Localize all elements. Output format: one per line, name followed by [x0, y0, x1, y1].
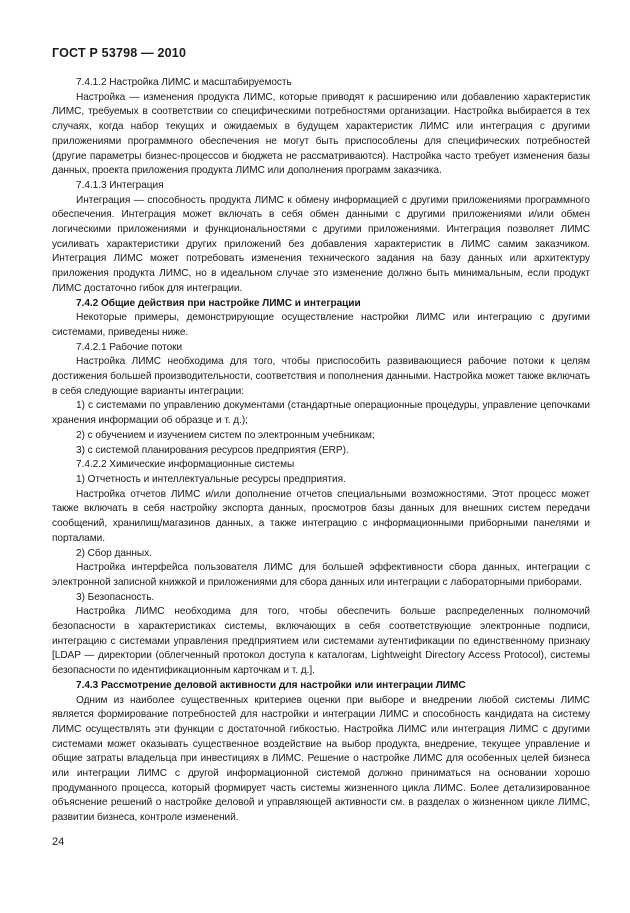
subsection-heading: 7.4.2.2 Химические информационные системы [76, 459, 295, 471]
subsection-heading: 7.4.1.3 Интеграция [76, 179, 164, 191]
body-paragraph: Одним из наиболее существенных критериев оценки при выборе и внедрении любой системы ЛИМС является формирование потребностей для настройки и интеграции ЛИМС и способность кандидата на систему ЛИМС осуществлять эти функции с достаточной гибкостью. Настройка ЛИМС или интеграция ЛИМС с другими системами может оказывать существенное воздействие на выбор продукта, внедрение, текущее управление и общие затраты владельца при инвестициях в ЛИМС. Решение о настройке ЛИМС для особенных целей бизнеса или интеграции ЛИМС с другой информационной системой должно приниматься на основании хорошо продуманного процесса, который формирует часть системы жизненного цикла ЛИМС. Более детализированное объяснение решений о настройке деловой и управляющей активности см. в разделах о жизненном цикле ЛИМС, развитии бизнеса, контроле изменений. [52, 694, 590, 824]
body-paragraph: Интеграция — способность продукта ЛИМС к обмену информацией с другими приложениями программного обеспечения. Интеграция может включать в себя обмен данными с другими приложениями и/или обмен логическими приложениями и функциональностями с другими приложениями. Интеграция позволяет ЛИМС усиливать характеристики других приложений без добавления характеристик в ЛИМС самим заказчиком. Интеграция ЛИМС может потребовать изменения технического задания на базу данных или архитектуру приложения продукта ЛИМС, но в идеальном случае это изменение должно быть минимальным, если продукт ЛИМС достаточно гибок для интеграции. [52, 194, 590, 294]
list-item: 2) с обучением и изучением систем по электронным учебникам; [76, 429, 375, 441]
list-item: 2) Сбор данных. [76, 547, 152, 559]
page-number: 24 [52, 836, 65, 848]
body-paragraph: Настройка интерфейса пользователя ЛИМС для большей эффективности сбора данных, интеграции с электронной записной книжкой и приложениями для сбора данных или интеграции с лабораторными приборами. [52, 562, 590, 588]
list-item: 3) Безопасность. [76, 591, 155, 603]
list-item: 1) Отчетность и интеллектуальные ресурсы предприятия. [76, 473, 346, 485]
body-paragraph: Настройка ЛИМС необходима для того, чтобы приспособить развивающиеся рабочие потоки к целям достижения большей производительности, соответствия и пополнения данными. Настройка может также включать в себя следующие варианты интеграции: [52, 356, 590, 397]
body-paragraph: Настройка — изменения продукта ЛИМС, которые приводят к расширению или добавлению характеристик ЛИМС, требуемых в соответствии со специфическими потребностями организации. Настройка выбирается в тех случаях, когда набор текущих и ожидаемых в будущем характеристик ЛИМС или интеграция с другими приложениями программного обеспечения не могут быть приспособлены для специфических потребностей (другие параметры бизнес-процессов и бюджета не рассматриваются). Настройка часто требует изменения базы данных, проекта приложения продукта ЛИМС или дополнения программ заказчика. [52, 91, 590, 177]
body-paragraph: Настройка отчетов ЛИМС и/или дополнение отчетов специальными возможностями. Этот процесс может также включать в себя настройку экспорта данных, просмотров базы данных для внешних систем передачи сообщений, хранилищ/магазинов данных, а также интеграцию с информационными приборными панелями и порталами. [52, 488, 590, 544]
subsection-heading: 7.4.1.2 Настройка ЛИМС и масштабируемость [76, 77, 292, 88]
section-heading: 7.4.3 Рассмотрение деловой активности для настройки или интеграции ЛИМС [76, 679, 466, 691]
list-item: 3) с системой планирования ресурсов предприятия (ERP). [76, 444, 349, 456]
body-paragraph: Настройка ЛИМС необходима для того, чтобы обеспечить больше распределенных полномочий безопасности в характеристиках системы, включающих в себя соответствующие электронные подписи, интеграцию с системами управления предприятием или системами аутентификации по единственному признаку [LDAP — директории (облегченный протокол доступа к каталогам, Lightweight Directory Access Protocol), системы безопасности по идентификационным карточкам и т. д.]. [52, 606, 590, 677]
list-item: 1) с системами по управлению документами (стандартные операционные процедуры, управление цепочками хранения информации об образце и т. д.); [52, 400, 590, 427]
body-paragraph: Некоторые примеры, демонстрирующие осуществление настройки ЛИМС или интеграцию с другими системами, приведены ниже. [52, 312, 590, 338]
document-body [52, 76, 590, 826]
subsection-heading: 7.4.2.1 Рабочие потоки [76, 341, 183, 353]
section-heading: 7.4.2 Общие действия при настройке ЛИМС и интеграции [76, 297, 361, 309]
document-header: ГОСТ Р 53798 — 2010 [52, 46, 187, 60]
